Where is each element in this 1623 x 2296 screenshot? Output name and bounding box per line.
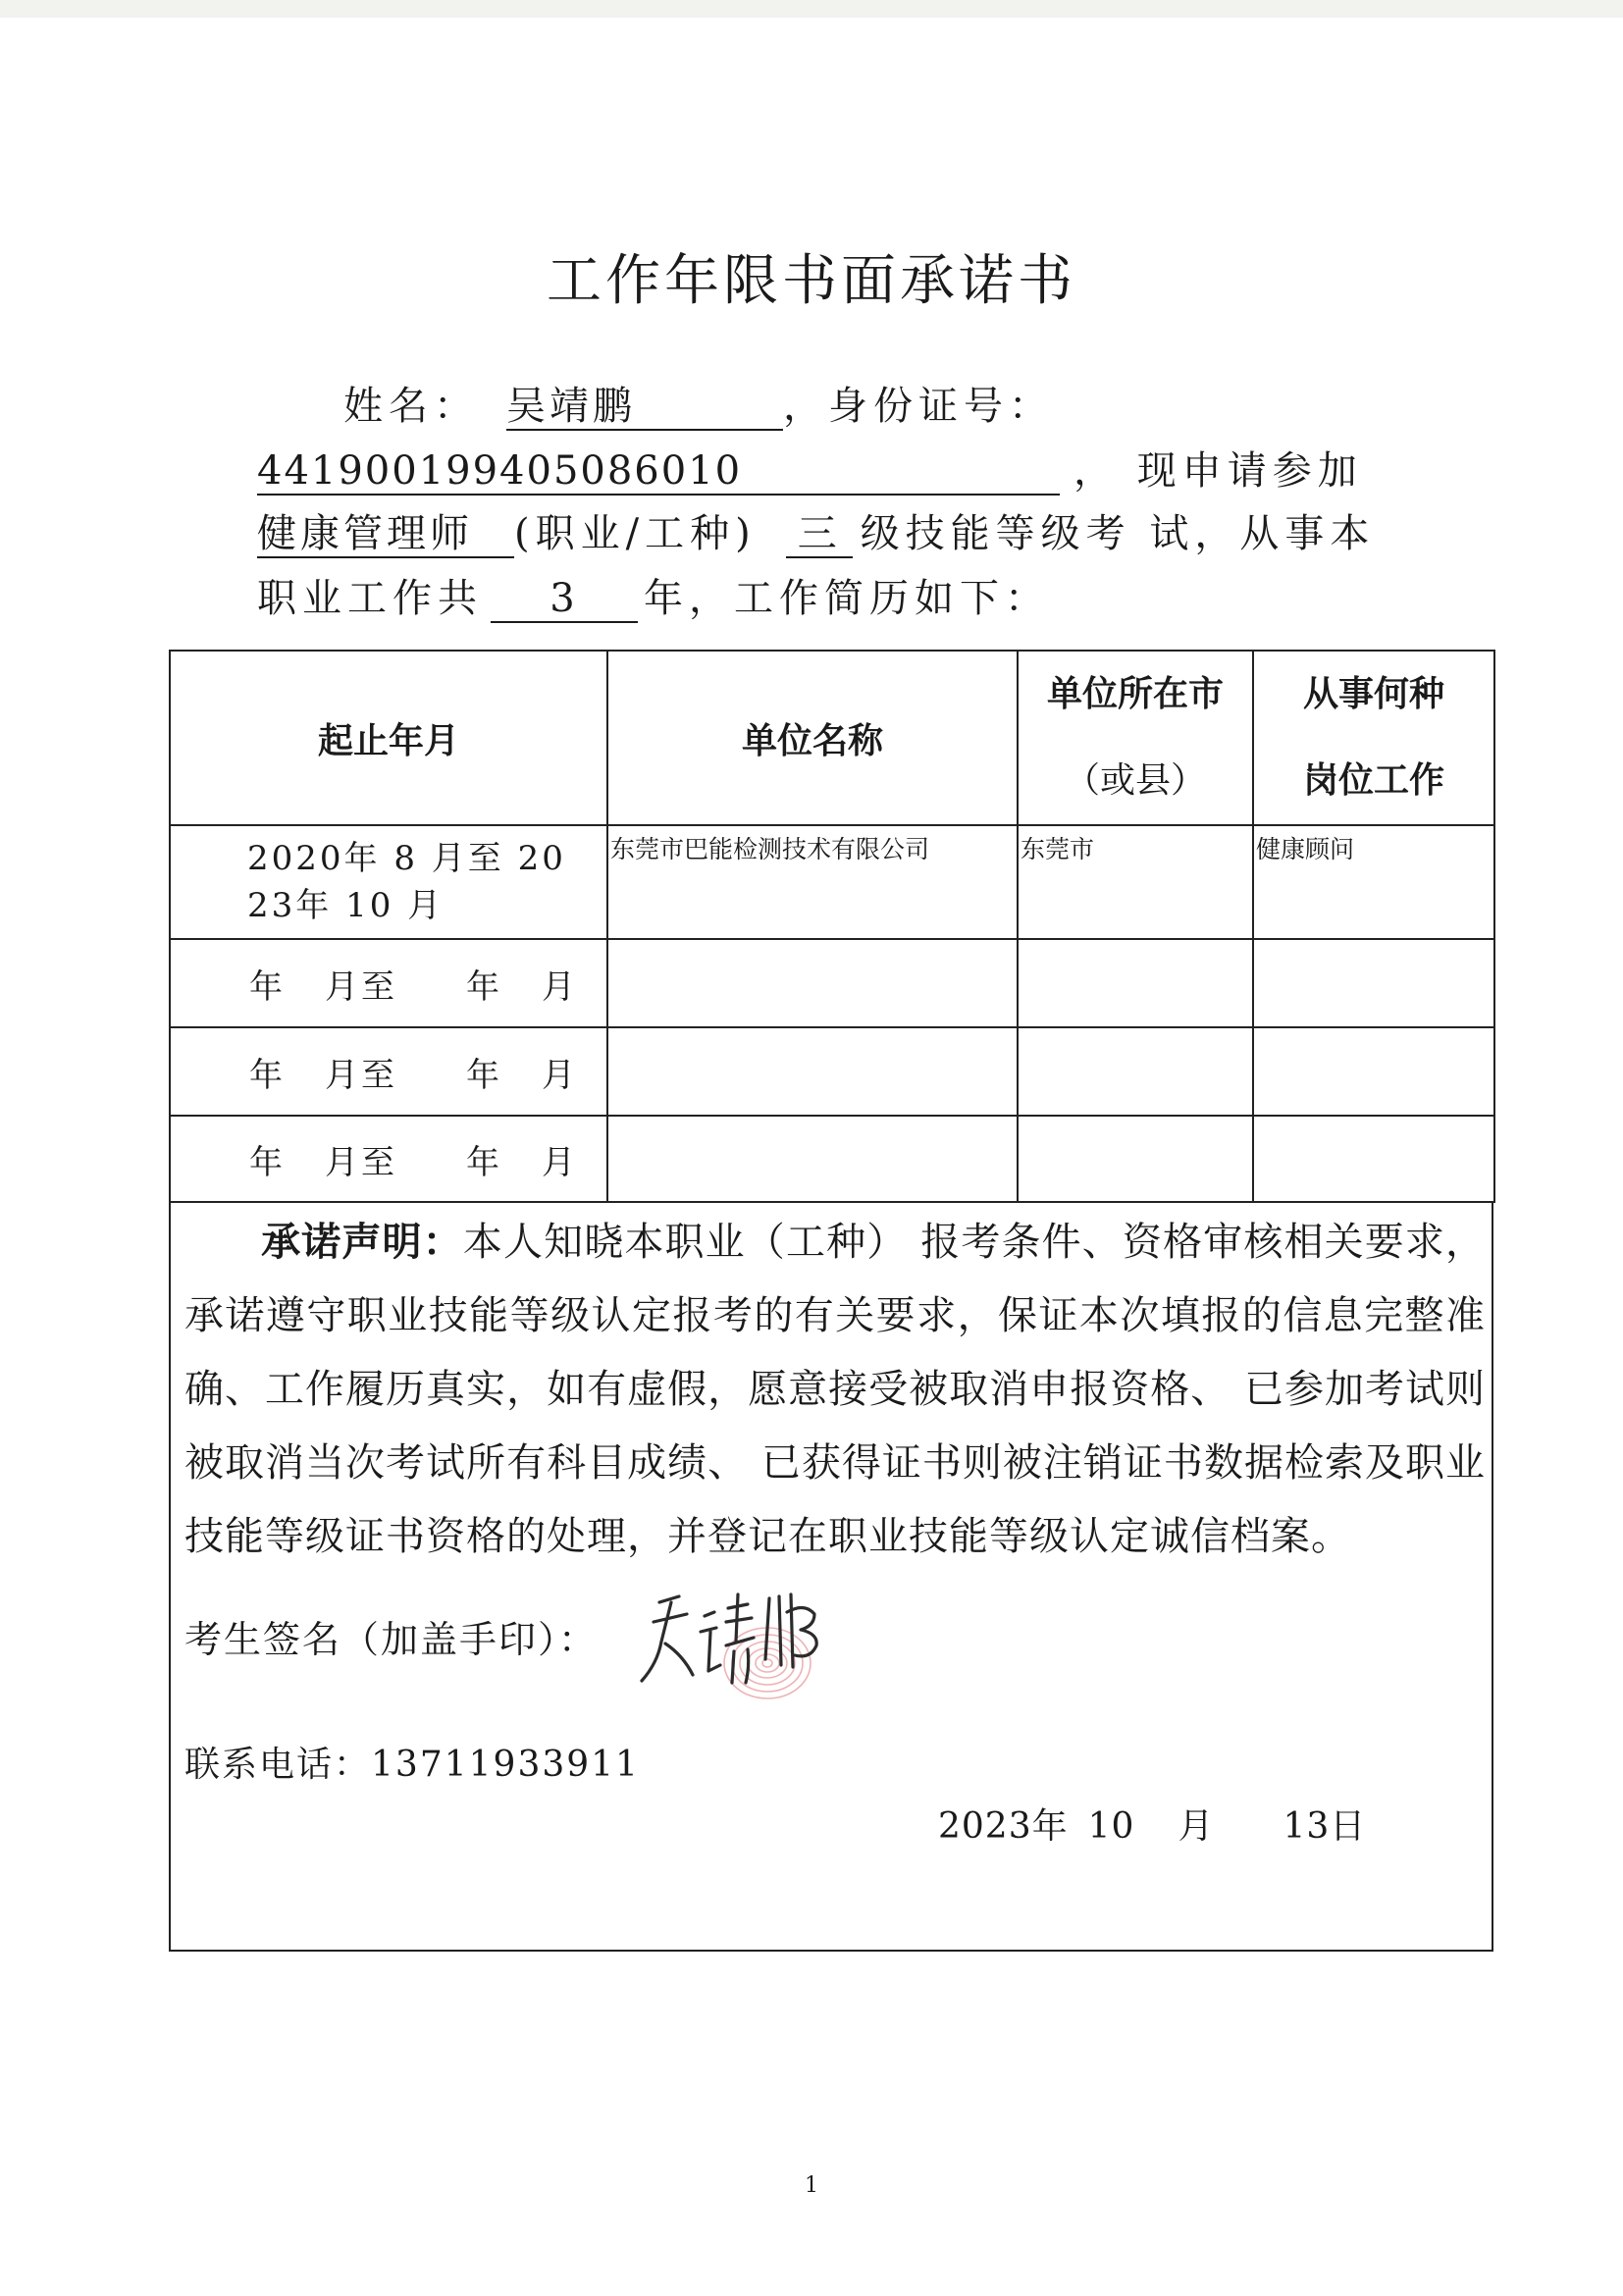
header-post-line2: 岗位工作 (1302, 760, 1444, 801)
statement-label: 承诺声明： (261, 1220, 463, 1265)
post-cell[interactable] (1253, 1116, 1494, 1202)
month-start-label: 月至 (325, 1142, 397, 1182)
month-start-label: 月至 (325, 966, 397, 1007)
year-end-label: 年 (466, 1055, 502, 1095)
table-row (170, 939, 1494, 1027)
table-row (170, 1116, 1494, 1202)
work-history-table (169, 650, 1495, 1203)
apply-text: ， 现申请参加 (1073, 448, 1363, 494)
scan-edge (0, 0, 1623, 18)
city-cell[interactable] (1018, 1027, 1253, 1116)
date-month-label: 月 (1178, 1806, 1215, 1847)
period-cell[interactable] (170, 939, 607, 1027)
header-unit: 单位名称 (607, 651, 1018, 825)
id-label: ，身份证号： (783, 384, 1054, 429)
phone-line (184, 1737, 640, 1787)
city-cell[interactable] (1018, 1116, 1253, 1202)
statement-box (169, 1202, 1493, 1952)
city-cell[interactable]: 东莞市 (1018, 825, 1253, 939)
header-post (1253, 651, 1494, 825)
unit-cell[interactable] (607, 1116, 1018, 1202)
year-end-label: 年 (466, 1142, 502, 1182)
year-start-label: 年 (249, 1142, 286, 1182)
post-cell[interactable] (1253, 1027, 1494, 1116)
page-number: 1 (805, 2173, 818, 2198)
header-city (1018, 651, 1253, 825)
unit-cell[interactable] (607, 939, 1018, 1027)
date-day[interactable]: 13日 (1283, 1806, 1367, 1847)
handwritten-signature-icon (642, 1594, 816, 1683)
year-start-label: 年 (249, 966, 286, 1007)
date-line (938, 1799, 1366, 1849)
phone-value[interactable]: 13711933911 (371, 1745, 640, 1785)
intro-line-1 (343, 375, 1054, 431)
intro-line-2 (257, 440, 1363, 496)
year-end-label: 年 (466, 966, 502, 1007)
unit-cell[interactable]: 东莞市巴能检测技术有限公司 (607, 825, 1018, 939)
period-value: 2020年 8 月至 2023年 10 月 (247, 839, 566, 925)
table-row (170, 1027, 1494, 1116)
occupation-suffix: (职业/工种) (514, 511, 757, 556)
exam-text: 级技能等级考 试，从事本 (860, 511, 1376, 556)
period-cell[interactable] (170, 825, 607, 939)
month-end-label: 月 (542, 966, 578, 1007)
name-label: 姓名： (343, 384, 479, 429)
month-end-label: 月 (542, 1142, 578, 1182)
date-month-value[interactable]: 10 (1087, 1806, 1135, 1847)
statement-paragraph (184, 1206, 1486, 1574)
table-header-row (170, 651, 1494, 825)
intro-line-4 (257, 567, 1050, 623)
header-city-line1: 单位所在市 (1046, 674, 1224, 714)
unit-cell[interactable] (607, 1027, 1018, 1116)
post-cell[interactable]: 健康顾问 (1253, 825, 1494, 939)
table-row (170, 825, 1494, 939)
years-field[interactable]: 3 (491, 576, 638, 623)
name-field[interactable]: 吴靖鹏 (506, 384, 783, 431)
header-city-line2: （或县） (1064, 760, 1206, 801)
period-cell[interactable] (170, 1116, 607, 1202)
signature-with-fingerprint[interactable] (632, 1573, 867, 1710)
period-cell[interactable] (170, 1027, 607, 1116)
city-cell[interactable] (1018, 939, 1253, 1027)
header-period: 起止年月 (170, 651, 607, 825)
date-year: 2023年 (938, 1806, 1069, 1847)
level-field[interactable]: 三 (786, 511, 853, 558)
intro-line-3 (257, 502, 1375, 558)
page-title: 工作年限书面承诺书 (547, 249, 1076, 313)
id-number-field[interactable]: 441900199405086010 (257, 448, 1060, 496)
phone-label: 联系电话： (184, 1745, 372, 1785)
signature-label: 考生签名（加盖手印）： (184, 1618, 599, 1661)
header-post-line1: 从事何种 (1302, 674, 1444, 714)
month-start-label: 月至 (325, 1055, 397, 1095)
occupation-field[interactable]: 健康管理师 (257, 511, 514, 558)
statement-text: 本人知晓本职业（工种） 报考条件、资格审核相关要求，承诺遵守职业技能等级认定报考的有关要求，保证本次填报的信息完整准确、工作履历真实，如有虚假，愿意接受被取消申报资格、 已参加考试则被取消当次考试所有科目成绩、 已获得证书则被注销证书数据检索及职业技能等级证书资格的处理，并登记在职业技能等级认定诚信档案。 (184, 1220, 1487, 1559)
month-end-label: 月 (542, 1055, 578, 1095)
years-suffix: 年，工作简历如下： (644, 576, 1050, 621)
post-cell[interactable] (1253, 939, 1494, 1027)
year-start-label: 年 (249, 1055, 286, 1095)
years-prefix: 职业工作共 (257, 576, 483, 621)
